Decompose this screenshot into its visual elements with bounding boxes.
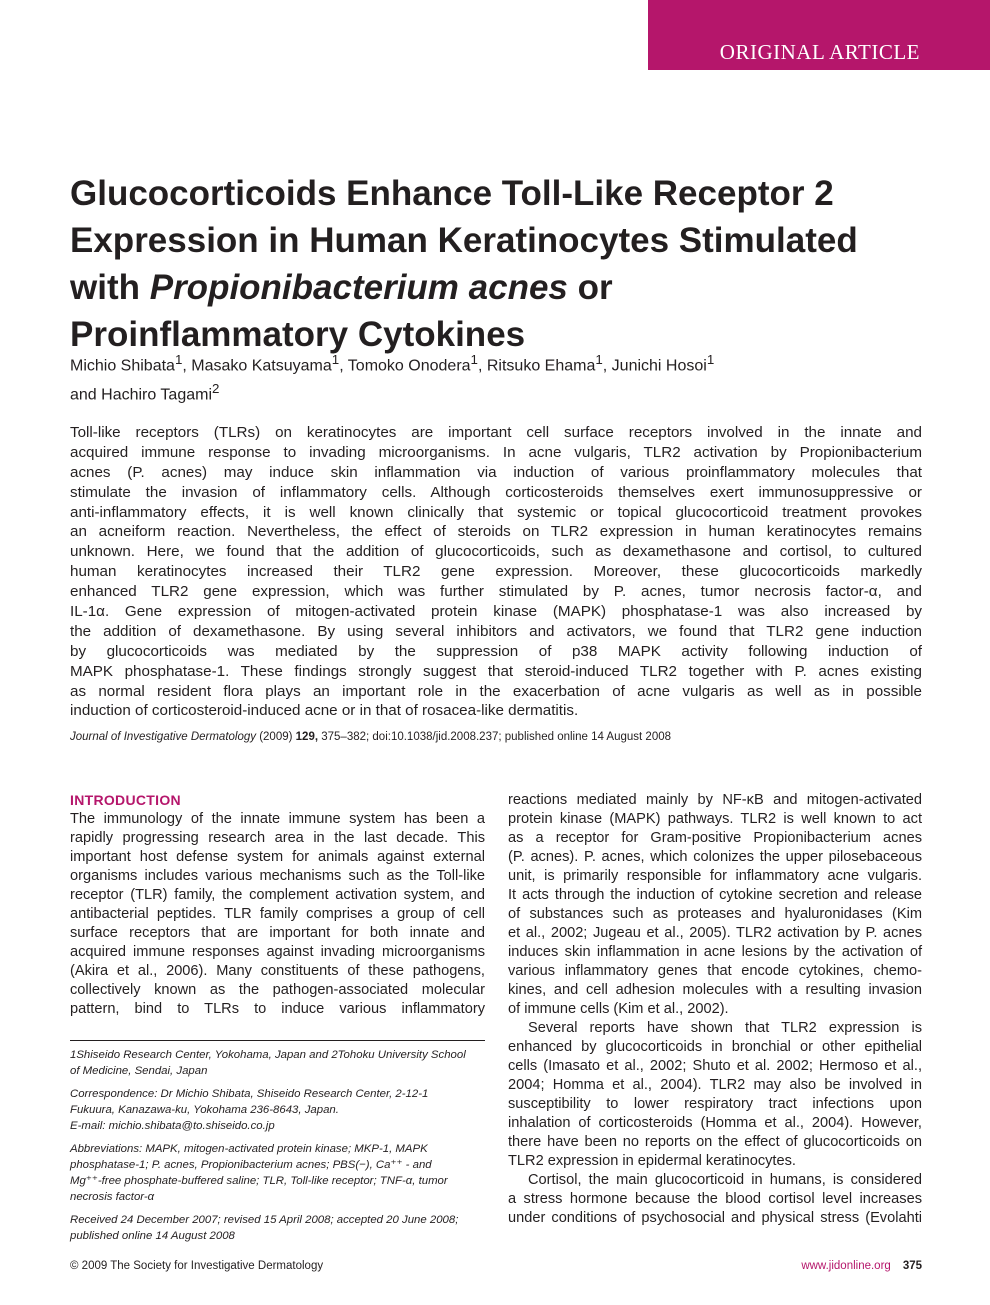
abstract-line: the addition of dexamethasone. By using several inhibitors and activators, we found that TLR2 gene induction [70,622,922,640]
text-line: susceptibility to lower respiratory tract infections upon [508,1096,922,1112]
abstract-line: human keratinocytes increased their TLR2 gene expression. Moreover, these glucocorticoids markedly [70,563,922,581]
text-line: rapidly progressing research area in the last decade. This [70,830,485,846]
text-line: The immunology of the innate immune system has been a [70,811,485,827]
abbreviations-line: Mg⁺⁺-free phosphate-buffered saline; TLR, Toll-like receptor; TNF-α, tumor [70,1175,448,1187]
footnotes [70,1040,485,1244]
right-column [508,791,922,1228]
abstract-line: acnes (P. acnes) may induce skin inflammation via induction of various proinflammatory molecules that [70,463,922,481]
text-line: acquired immune responses against invading microorganisms [70,944,485,960]
abbreviations-line: Abbreviations: MAPK, mitogen-activated protein kinase; MKP-1, MAPK [70,1143,428,1155]
abstract-line: induction of corticosteroid-induced acne or in that of rosacea-like dermatitis. [70,702,579,720]
title-line: Proinflammatory Cytokines [70,315,526,354]
text-line: kines, and cell adhesion molecules with a resulting invasion [508,982,922,998]
abbreviations-line: necrosis factor-α [70,1191,155,1203]
text-line: reactions mediated mainly by NF-κB and mitogen-activated [508,792,922,808]
title-line: Glucocorticoids Enhance Toll-Like Receptor 2 [70,174,834,213]
article-type-label: ORIGINAL ARTICLE [719,40,920,64]
journal-citation: Journal of Investigative Dermatology (2009) 129, 375–382; doi:10.1038/jid.2008.237; published online 14 August 2008 [70,731,672,743]
affiliation-line: 1Shiseido Research Center, Yokohama, Japan and 2Tohoku University School [70,1049,466,1061]
text-line: et al., 2002; Jugeau et al., 2005). TLR2 activation by P. acnes [508,925,922,941]
page-footer-right [801,1260,922,1272]
text-line: important host defense system for animals against external [70,849,485,865]
text-line: inhalation of corticosteroids (Homma et al., 2004). However, [508,1115,922,1131]
title-line: with Propionibacterium acnes or [70,268,613,307]
text-line: protein kinase (MAPK) pathways. TLR2 is well known to act [508,811,922,827]
journal-website-link[interactable]: www.jidonline.org [801,1260,891,1272]
text-line: a stress hormone because the blood cortisol level increases [508,1191,922,1207]
text-line: Cortisol, the main glucocorticoid in humans, is considered [528,1172,922,1188]
text-line: surface receptors that are important for both innate and [70,925,485,941]
title-line: Expression in Human Keratinocytes Stimulated [70,221,858,260]
text-line: Several reports have shown that TLR2 expression is [528,1020,922,1036]
text-line: of immune cells (Kim et al., 2002). [508,1001,729,1017]
abbreviations-line: phosphatase-1; P. acnes, Propionibacterium acnes; PBS(−), Ca⁺⁺ - and [70,1159,432,1171]
page-number: 375 [902,1260,922,1272]
left-column [70,791,485,1019]
text-line: various inflammatory genes that encode cytokines, chemo- [508,963,922,979]
text-line: antibacterial peptides. TLR family comprises a group of cell [70,906,485,922]
abstract-line: stimulate the invasion of inflammatory cells. Although corticosteroids themselves exert immunosuppressive or [70,483,922,501]
abstract-line: as normal resident flora plays an important role in the exacerbation of acne vulgaris as well as in possible [70,682,922,700]
text-line: organisms includes various mechanisms such as the Toll-like [70,868,485,884]
text-line: under conditions of psychosocial and physical stress (Evolahti [508,1210,922,1226]
intro-text-right [508,791,922,1228]
text-line: cells (Imasato et al., 2002; Shuto et al. 2002; Hermoso et al., [508,1058,922,1074]
text-line: there have been no reports on the effect of glucocorticoids on [508,1134,922,1150]
text-line: induces skin inflammation in acne lesions by the activation of [508,944,922,960]
abstract-line: Toll-like receptors (TLRs) on keratinocytes are important cell surface receptors involved in the innate and [70,424,922,441]
text-line: of substances such as proteases and hyaluronidases (Kim [508,906,922,922]
abstract-line: an acneiform reaction. Nevertheless, the effect of steroids on TLR2 expression in human keratinocytes remains [70,523,922,541]
text-line: 2004; Homma et al., 2004). TLR2 may also be involved in [508,1077,922,1093]
text-line: (P. acnes). P. acnes, which colonizes the upper pilosebaceous [508,849,922,865]
article-type-banner [648,0,990,70]
abstract-line: unknown. Here, we found that the addition of glucocorticoids, such as dexamethasone and cortisol, to cultured [70,543,922,561]
text-line: enhanced by glucocorticoids in bronchial or other epithelial [508,1039,922,1055]
text-line: TLR2 expression in epidermal keratinocytes. [508,1153,796,1169]
abstract-line: IL-1α. Gene expression of mitogen-activated protein kinase (MAPK) phosphatase-1 was also increased by [70,603,922,621]
affiliation-line: of Medicine, Sendai, Japan [70,1065,208,1077]
correspondence-line: Fukuura, Kanazawa-ku, Yokohama 236-8643, Japan. [70,1104,339,1116]
text-line: receptor (TLR) family, the complement activation system, and [70,887,485,903]
received-line: Received 24 December 2007; revised 15 April 2008; accepted 20 June 2008; [70,1214,459,1226]
abstract-line: enhanced TLR2 gene expression, which was further stimulated by P. acnes, tumor necrosis factor-α, and [70,583,922,601]
author-list [70,348,930,407]
correspondence-email[interactable]: E-mail: michio.shibata@to.shiseido.co.jp [70,1120,275,1132]
text-line: collectively known as the pathogen-associated molecular [70,982,485,998]
abstract [70,423,922,721]
abstract-line: by glucocorticoids was mediated by the suppression of p38 MAPK activity following induction of [70,642,922,660]
intro-text-left [70,810,485,1019]
abstract-line: MAPK phosphatase-1. These findings strongly suggest that steroid-induced TLR2 together with P. acnes existing [70,662,922,680]
article-title [70,170,930,358]
author-line: Michio Shibata$^1$, Masako Katsuyama$^1$, Tomoko Onodera$^1$, Ritsuko Ehama$^1$, Junichi Hosoi$^1$ [70,352,715,375]
abstract-line: acquired immune response to invading microorganisms. In acne vulgaris, TLR2 activation by Propionibacterium [70,443,922,461]
text-line: as a receptor for Gram-positive Propionibacterium acnes [508,830,922,846]
text-line: It acts through the induction of cytokine secretion and release [508,887,922,903]
abstract-line: anti-inflammatory effects, it is well known clinically that systemic or topical glucocorticoid treatment provokes [70,503,922,521]
text-line: (Akira et al., 2006). Many constituents of these pathogens, [70,963,485,979]
author-line: and Hachiro Tagami$^2$ [70,381,220,404]
copyright-notice: © 2009 The Society for Investigative Dermatology [70,1260,324,1272]
received-line: published online 14 August 2008 [70,1230,235,1242]
text-line: pattern, bind to TLRs to induce various inflammatory [70,1001,485,1017]
text-line: unit, is primarily responsible for inflammatory acne vulgaris. [508,868,922,884]
section-heading-introduction: INTRODUCTION [70,792,181,808]
correspondence-line: Correspondence: Dr Michio Shibata, Shiseido Research Center, 2-12-1 [70,1088,429,1100]
